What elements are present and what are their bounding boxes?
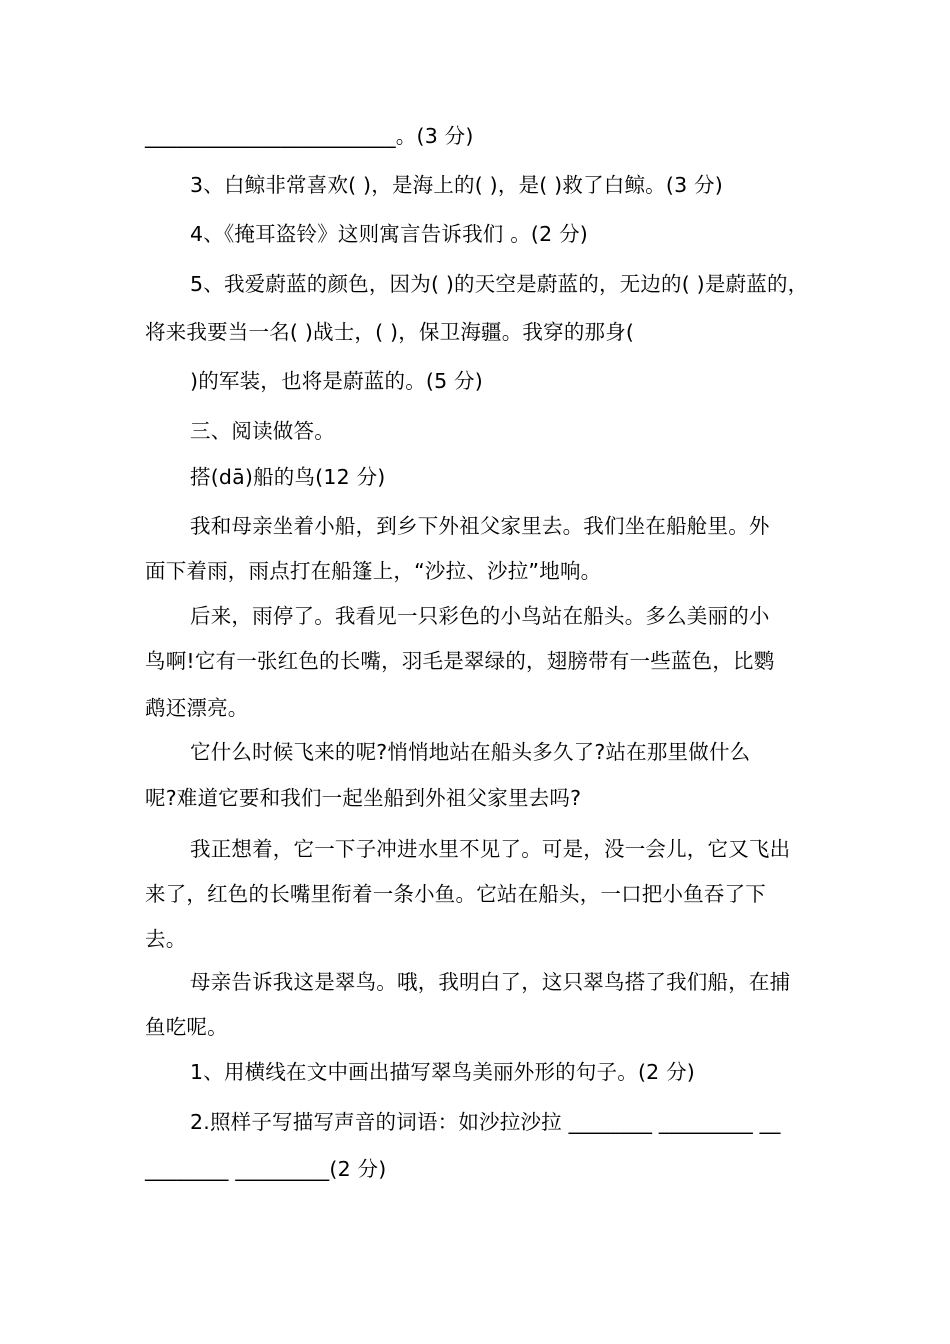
question-4: 4、《掩耳盗铃》这则寓言告诉我们 。(2 分) [190, 222, 588, 246]
reading-question-2-line-2: ________ _________(2 分) [145, 1157, 387, 1181]
question-3: 3、白鲸非常喜欢( )，是海上的( )，是( )救了白鲸。(3 分) [190, 173, 723, 197]
passage-p2-line-2: 鸟啊!它有一张红色的长嘴，羽毛是翠绿的，翅膀带有一些蓝色，比鹦 [145, 649, 775, 673]
passage-title: 搭(dā)船的鸟(12 分) [190, 465, 386, 489]
passage-p3-line-1: 它什么时候飞来的呢?悄悄地站在船头多久了?站在那里做什么 [190, 740, 751, 764]
question-5-line-3: )的军装，也将是蔚蓝的。(5 分) [190, 369, 483, 393]
passage-p3-line-2: 呢?难道它要和我们一起坐船到外祖父家里去吗? [145, 786, 582, 810]
passage-p5-line-1: 母亲告诉我这是翠鸟。哦，我明白了，这只翠鸟搭了我们船，在捕 [190, 970, 791, 994]
reading-question-1: 1、用横线在文中画出描写翠鸟美丽外形的句子。(2 分) [190, 1060, 695, 1084]
passage-p4-line-3: 去。 [145, 927, 187, 951]
question-5-line-2: 将来我要当一名( )战士，( )，保卫海疆。我穿的那身( [145, 320, 635, 344]
question-5-line-1: 5、我爱蔚蓝的颜色，因为( )的天空是蔚蓝的，无边的( )是蔚蓝的， [190, 272, 809, 296]
passage-p1-line-1: 我和母亲坐着小船，到乡下外祖父家里去。我们坐在船舱里。外 [190, 514, 770, 538]
section-3-heading: 三、阅读做答。 [190, 419, 335, 443]
reading-question-2-line-1: 2.照样子写描写声音的词语：如沙拉沙拉 ________ _________ __ [190, 1110, 781, 1134]
passage-p2-line-3: 鹉还漂亮。 [145, 696, 249, 720]
passage-p4-line-2: 来了，红色的长嘴里衔着一条小鱼。它站在船头，一口把小鱼吞了下 [145, 882, 766, 906]
passage-p1-line-2: 面下着雨，雨点打在船篷上，“沙拉、沙拉”地响。 [145, 559, 602, 583]
passage-p2-line-1: 后来，雨停了。我看见一只彩色的小鸟站在船头。多么美丽的小 [190, 604, 770, 628]
passage-p5-line-2: 鱼吃呢。 [145, 1015, 228, 1039]
passage-p4-line-1: 我正想着，它一下子冲进水里不见了。可是，没一会儿，它又飞出 [190, 837, 791, 861]
answer-line-q2: ________________________。(3 分) [145, 124, 474, 148]
